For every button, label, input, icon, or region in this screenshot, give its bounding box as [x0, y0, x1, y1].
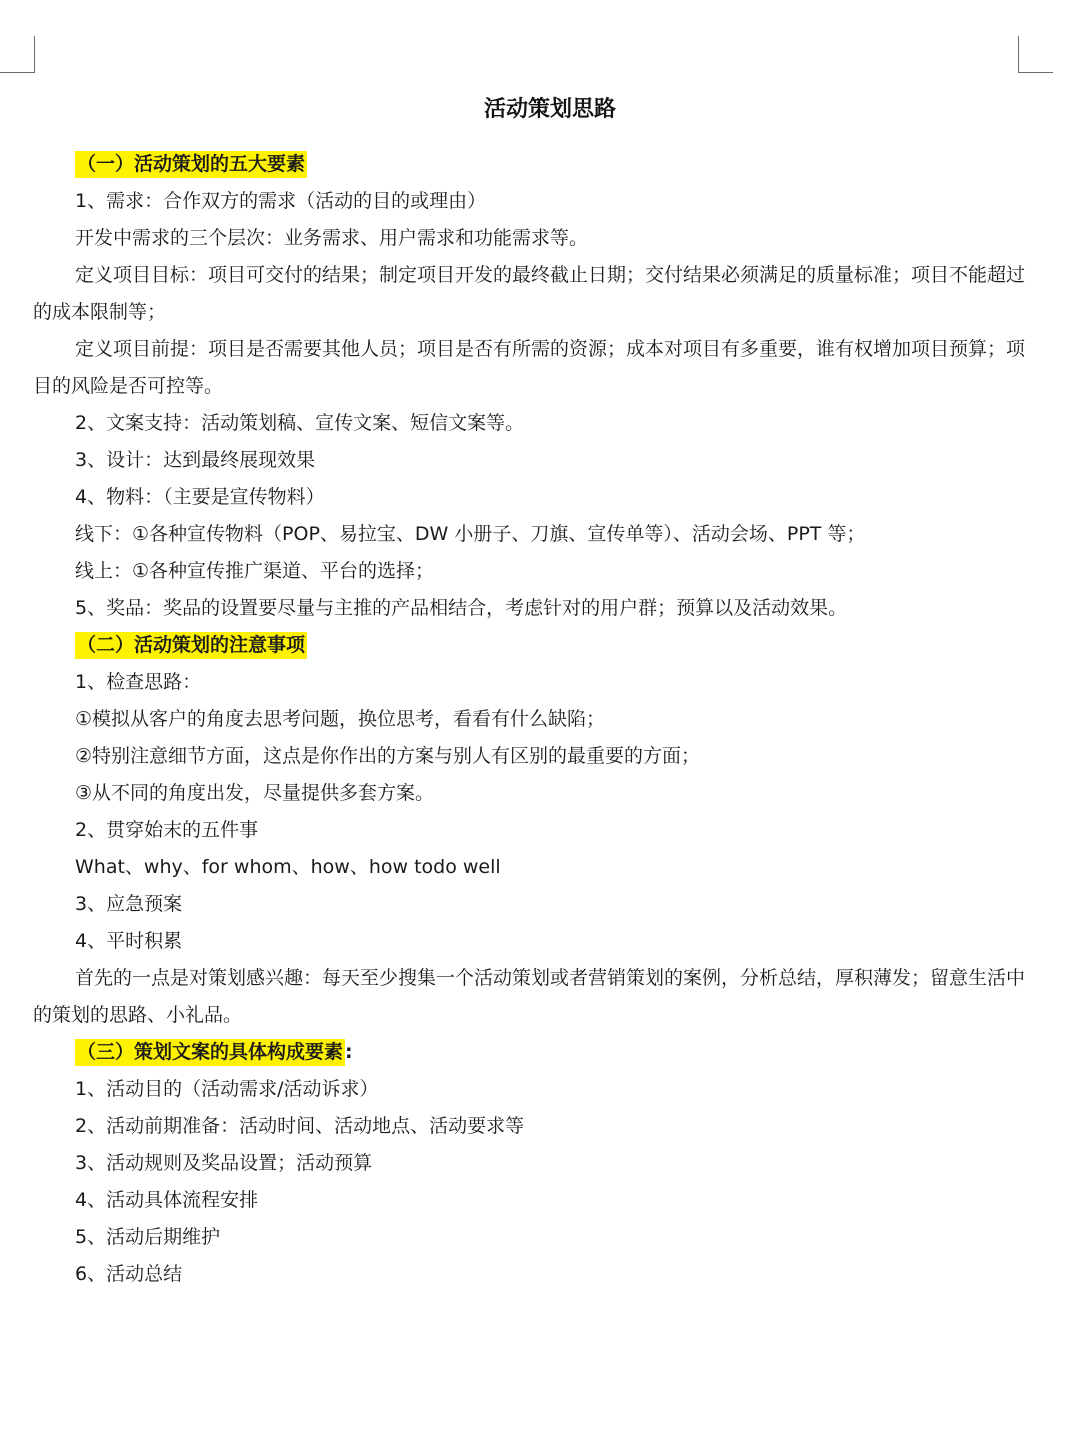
paragraph: 6、活动总结: [75, 1263, 183, 1285]
paragraph: 2、贯穿始末的五件事: [75, 819, 259, 841]
paragraph: 3、应急预案: [75, 893, 183, 915]
paragraph: 3、活动规则及奖品设置；活动预算: [75, 1152, 373, 1174]
paragraph: 5、活动后期维护: [75, 1226, 221, 1248]
document-title: 活动策划思路: [483, 97, 616, 122]
paragraph: What、why、for whom、how、how todo well: [75, 856, 501, 878]
section-2-heading-text: （二）活动策划的注意事项: [75, 632, 307, 659]
paragraph: 1、需求：合作双方的需求（活动的目的或理由）: [75, 190, 487, 212]
paragraph: 定义项目前提：项目是否需要其他人员；项目是否有所需的资源；成本对项目有多重要，谁有权增加项目预算；项目的风险是否可控等。: [33, 338, 1026, 397]
page-corner-mark-top-left: [0, 36, 35, 73]
page-corner-mark-top-right: [1018, 36, 1053, 73]
paragraph: ③从不同的角度出发，尽量提供多套方案。: [75, 782, 435, 804]
paragraph: 2、活动前期准备：活动时间、活动地点、活动要求等: [75, 1115, 525, 1137]
paragraph: 1、检查思路：: [75, 671, 202, 693]
paragraph: 3、设计：达到最终展现效果: [75, 449, 316, 471]
document-body: [33, 92, 1033, 1293]
section-2-heading: [33, 627, 1033, 664]
section-1-heading-text: （一）活动策划的五大要素: [75, 151, 307, 178]
paragraph: ②特别注意细节方面，这点是你作出的方案与别人有区别的最重要的方面；: [75, 745, 701, 767]
paragraph: 定义项目目标：项目可交付的结果；制定项目开发的最终截止日期；交付结果必须满足的质量标准；项目不能超过的成本限制等；: [33, 264, 1026, 323]
section-3-heading-text: （三）策划文案的具体构成要素: [75, 1039, 345, 1066]
paragraph: 开发中需求的三个层次：业务需求、用户需求和功能需求等。: [75, 227, 589, 249]
paragraph: 2、文案支持：活动策划稿、宣传文案、短信文案等。: [75, 412, 525, 434]
paragraph: 线下：①各种宣传物料（POP、易拉宝、DW 小册子、刀旗、宣传单等）、活动会场、PPT 等；: [75, 523, 866, 545]
section-3-heading: [33, 1034, 1033, 1071]
paragraph: 4、物料：（主要是宣传物料）: [75, 486, 325, 508]
paragraph: 5、奖品：奖品的设置要尽量与主推的产品相结合，考虑针对的用户群；预算以及活动效果。: [75, 597, 848, 619]
paragraph: ①模拟从客户的角度去思考问题，换位思考，看看有什么缺陷；: [75, 708, 606, 730]
paragraph: 4、平时积累: [75, 930, 183, 952]
section-3-heading-colon: :: [345, 1041, 353, 1063]
paragraph: 1、活动目的（活动需求/活动诉求）: [75, 1078, 379, 1100]
paragraph: 首先的一点是对策划感兴趣：每天至少搜集一个活动策划或者营销策划的案例，分析总结，厚积薄发；留意生活中的策划的思路、小礼品。: [33, 967, 1026, 1026]
section-1-heading: [33, 146, 1033, 183]
paragraph: 4、活动具体流程安排: [75, 1189, 259, 1211]
paragraph: 线上：①各种宣传推广渠道、平台的选择；: [75, 560, 435, 582]
